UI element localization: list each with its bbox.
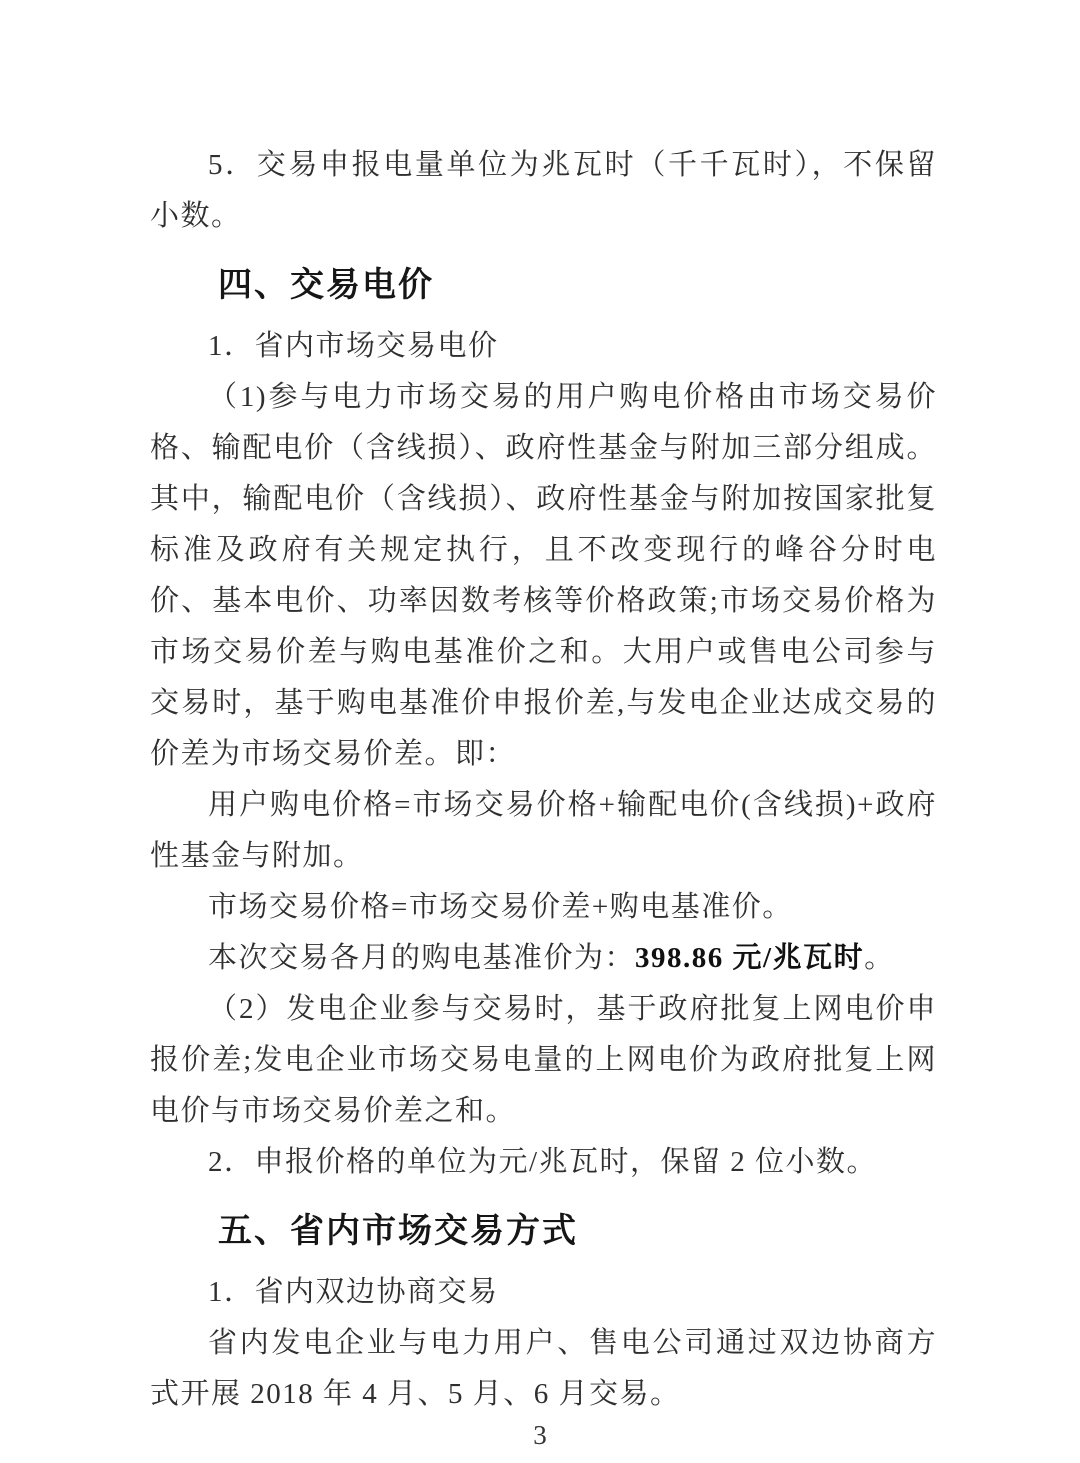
para-formula-user-price: 用户购电价格=市场交易价格+输配电价(含线损)+政府性基金与附加。 — [150, 789, 937, 872]
para-base-price — [150, 933, 937, 984]
base-price-prefix: 本次交易各月的购电基准价为： — [208, 942, 636, 974]
para-price-composition: （1)参与电力市场交易的用户购电价格由市场交易价格、输配电价（含线损）、政府性基金与附加三部分组成。其中，输配电价（含线损）、政府性基金与附加按国家批复标准及政府有关规定执行，且不改变现行的峰谷分时电价、基本电价、功率因数考核等价格政策;市场交易价格为市场交易价差与购电基准价之和。大用户或售电公司参与交易时，基于购电基准价申报价差,与发电企业达成交易的价差为市场交易价差。即： — [150, 381, 937, 770]
heading-section-5-trade-mode: 五、省内市场交易方式 — [218, 1212, 578, 1250]
heading-section-4-trade-price: 四、交易电价 — [218, 266, 434, 304]
para-bilateral-trade-title: 1．省内双边协商交易 — [208, 1276, 499, 1308]
para-declared-price-unit: 2．申报价格的单位为元/兆瓦时，保留 2 位小数。 — [208, 1146, 878, 1178]
para-formula-market-price: 市场交易价格=市场交易价差+购电基准价。 — [208, 891, 793, 923]
para-energy-unit-note: 5．交易申报电量单位为兆瓦时（千千瓦时），不保留小数。 — [150, 149, 937, 232]
para-provincial-market-price: 1．省内市场交易电价 — [208, 330, 499, 362]
para-generator-participation: （2）发电企业参与交易时，基于政府批复上网电价申报价差;发电企业市场交易电量的上网电价为政府批复上网电价与市场交易价差之和。 — [150, 993, 937, 1127]
page-number: 3 — [533, 1420, 547, 1450]
base-price-suffix: 。 — [864, 942, 895, 974]
para-bilateral-trade-detail: 省内发电企业与电力用户、售电公司通过双边协商方式开展 2018 年 4 月、5 月、6 月交易。 — [150, 1327, 937, 1410]
base-price-value: 398.86 元/兆瓦时 — [635, 942, 865, 974]
